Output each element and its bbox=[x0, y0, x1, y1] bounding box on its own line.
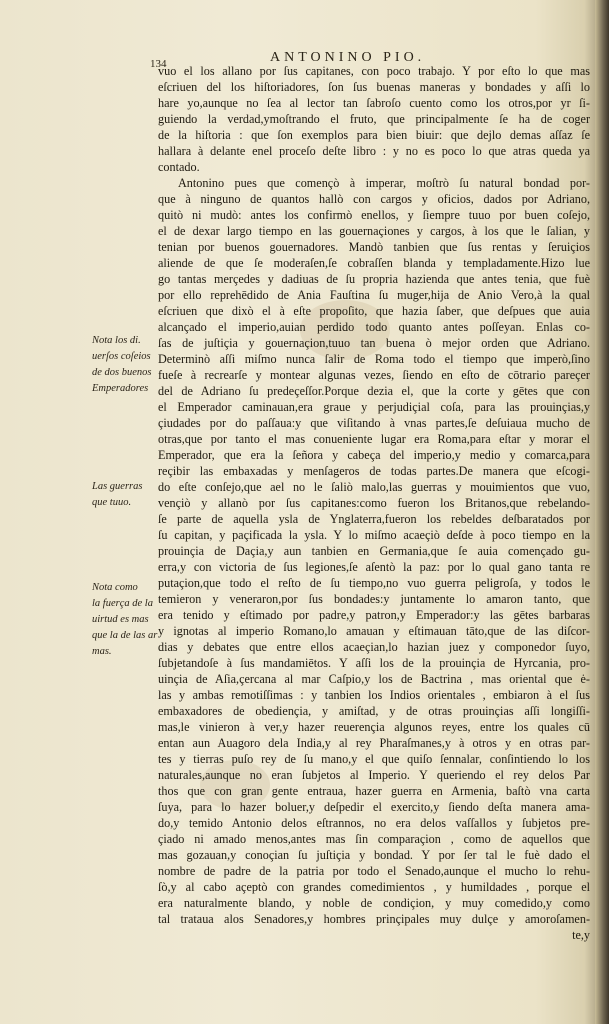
text-line: el de dexar largo tiempo en las gouernaçiones y cargos, à los que le ſalian, y bbox=[158, 224, 590, 238]
text-line: prouinçia de Daçia,y aun tanbien en Germania,que ſe auia començado gu- bbox=[158, 544, 590, 558]
text-line: ſuya, para lo hazer boluer,y deſpedir el exercito,y ſiendo deſta manera ama- bbox=[158, 800, 590, 814]
page-gutter-edge bbox=[595, 0, 609, 1024]
text-line: eſcriuen del los hiſtoriadores, ſon ſus buenas maneras y bondades y aſſi lo bbox=[158, 80, 590, 94]
text-line: las y ambas remotiſſimas : y tanbien los Indios orientales , embiaron à el ſus bbox=[158, 688, 590, 702]
margin-note-line: Las guerras bbox=[92, 481, 143, 492]
text-line: tenian por buenos gouernadores. Mandò tanbien que ſus rentas y ſeruiçios bbox=[158, 240, 590, 254]
text-line: embaxadores de obediençia, y amiſtad, y de otras prouinçias aſſi longiſſi- bbox=[158, 704, 590, 718]
text-line: putaçion,que todo el reſto de ſu tiempo,no vuo guerra peligroſa, y todos le bbox=[158, 576, 590, 590]
text-line: ſubjetandoſe à ſus mandamiētos. Y aſſi los de la prouinçia de Hyrcania, pro- bbox=[158, 656, 590, 670]
text-line: de la hiſtoria : que ſon exemplos para bien biuir: que dejlo demas aſſaz ſe bbox=[158, 128, 590, 142]
margin-note-line: uerſos coſeios bbox=[92, 351, 151, 362]
text-line: fueſe à recrearſe y montear algunas vezes, ſiendo en eſto de cōtrario pareçer bbox=[158, 368, 590, 382]
margin-note-diversos-consejos bbox=[92, 333, 172, 397]
main-text-block bbox=[158, 63, 590, 943]
text-line: era tenido y eſtimado por padre,y patron,y Emperador:y las gētes barbaras bbox=[158, 608, 590, 622]
text-line: hallara à delante enel proceſo deſte libro : y no es poco lo que atras queda ya bbox=[158, 144, 590, 158]
text-line: nombre de padre de la patria por todo el Senado,aunque el mucho lo rehu- bbox=[158, 864, 590, 878]
text-line: aliende de que ſe moderaſen,ſe cobraſſen blanda y templadamente.Hizo lue bbox=[158, 256, 590, 270]
text-line: do,y temido Antonio delos eſtrannos, no era delos vaſſallos y ſubjetos pre- bbox=[158, 816, 590, 830]
margin-note-line: que tuuo. bbox=[92, 497, 132, 508]
text-line: Emperador, que era la ſeñora y cabeça del imperio,y medio y comarca,para bbox=[158, 448, 590, 462]
text-line: reçibir las embaxadas y menſageros de todas partes.De manera que eſcogi- bbox=[158, 464, 590, 478]
text-line: naturales,aunque no eran ſubjetos al Imperio. Y queriendo el rey delos Par bbox=[158, 768, 590, 782]
text-line: guiendo la verdad,ymoſtrando el fruto, que principalmente ſe ha de coger bbox=[158, 112, 590, 126]
running-head: ANTONINO PIO. bbox=[270, 50, 426, 65]
text-line: otras,que por tanto el mas conueniente lugar era Roma,para eſtar y morar el bbox=[158, 432, 590, 446]
text-line: del de Adriano ſu predeçeſſor.Porque dezia el, que la corte y gētes que con bbox=[158, 384, 590, 398]
text-line: tal trataua alos Senadores,y hombres prinçipales muy dulçe y amoroſamen- bbox=[158, 912, 590, 926]
margin-note-line: que la de las ar bbox=[92, 630, 158, 641]
text-line: el Emperador caminauan,era graue y perjudiçial coſa, para las prouinçias,y bbox=[158, 400, 590, 414]
text-line: Determinò aſſi miſmo nunca ſalir de Roma todo el tiempo que imperò,ſino bbox=[158, 352, 590, 366]
text-line: vençiò y allanò por ſus capitanes:como fueron los Britanos,que rebelando- bbox=[158, 496, 590, 510]
text-line: mas,le vinieron à ver,y hazer reuerençia algunos reyes, entre los quales cū bbox=[158, 720, 590, 734]
text-line: temieron y veneraron,por ſus bondades:y juntamente lo amaron tanto, que bbox=[158, 592, 590, 606]
text-line: hare yo,aunque no ſea al lector tan ſabroſo cuento como los otros,por yr ſi- bbox=[158, 96, 590, 110]
text-line: te,y bbox=[572, 928, 590, 942]
margin-note-line: de dos buenos bbox=[92, 367, 152, 378]
margin-note-line: uirtud es mas bbox=[92, 614, 149, 625]
text-line: mas gozauan,y conoçian ſu juſtiçia y bondad. Y por ſer tal le fuè dado el bbox=[158, 848, 590, 862]
text-line: Antonino pues que començò à imperar, moſtrò ſu natural bondad por- bbox=[178, 176, 590, 190]
text-line: quitò ni mudò: antes los confirmò enellos, y ſiempre tuuo por buen coſejo, bbox=[158, 208, 590, 222]
text-line: dias y debates que entre ellos acaeçian,lo hazian juez y componedor ſuyo, bbox=[158, 640, 590, 654]
text-line: tes y tierras puſo rey de ſu mano,y el que quiſo ſennalar, conſintiendo lo los bbox=[158, 752, 590, 766]
margin-note-line: mas. bbox=[92, 646, 112, 657]
page-number: 134 bbox=[150, 58, 167, 70]
text-line: ſas de juſtiçia y gouernaçion,tuuo tan buena ò mejor orden que Adriano. bbox=[158, 336, 590, 350]
margin-note-line: Nota los di. bbox=[92, 335, 141, 346]
text-line: eſcriuen que dixò el à eſte propoſito, que hazia ſaber, que deſpues que auia bbox=[158, 304, 590, 318]
text-line: do eſte conſejo,que ael no le ſaliò malo,las guerras y mouimientos que vuo, bbox=[158, 480, 590, 494]
text-line: çiudades por do paſſaua:y que viſitando à vnas partes,ſe deſuiaua mucho de bbox=[158, 416, 590, 430]
text-line: entan aun Auagoro dela India,y al rey Pharaſmanes,y à otros y en otras par- bbox=[158, 736, 590, 750]
text-line: go tantas merçedes y dadiuas de ſu propria hazienda que antes tenia, que fuè bbox=[158, 272, 590, 286]
text-line: era naturalmente blando, y noble de condiçion, y muy comedido,y como bbox=[158, 896, 590, 910]
text-line: contado. bbox=[158, 160, 200, 174]
text-line: ſu capitan, y paçificada la ysla. Y lo miſmo acaeçiò deſde à poco tiempo en la bbox=[158, 528, 590, 542]
text-line: que à ninguno de quantos hallò con cargos y oficios, dados por Adriano, bbox=[158, 192, 590, 206]
text-line: vuo el los allano por ſus capitanes, con poco trabajo. Y por eſto lo que mas bbox=[158, 64, 590, 78]
margin-note-line: Nota como bbox=[92, 582, 138, 593]
text-line: ſe parte de aquella ysla de Ynglaterra,fueron los rebeldes deſbaratados por bbox=[158, 512, 590, 526]
text-line: thos que con gran gente entraua, hazer guerra en Armenia, baſtò vna carta bbox=[158, 784, 590, 798]
margin-note-guerras bbox=[92, 479, 172, 511]
text-line: çiado ni amado menos,antes mas ſin comparaçion , como de aquellos que bbox=[158, 832, 590, 846]
text-line: ſò,y al cabo açeptò con grandes comedimientos , y humildades , porque el bbox=[158, 880, 590, 894]
text-line: uinçia de Aſia,çercana al mar Caſpio,y los de Bactrina , mas oriental que ė- bbox=[158, 672, 590, 686]
margin-note-line: la fuerça de la bbox=[92, 598, 153, 609]
margin-note-fuerza-virtud bbox=[92, 580, 172, 660]
text-line: erra,y con victoria de ſus legiones,ſe aſentò la paz: por lo qual gano tanta re bbox=[158, 560, 590, 574]
text-line: y ignotas al imperio Romano,lo amauan y eſtimauan tāto,que de las diſcor- bbox=[158, 624, 590, 638]
text-line: por ello reprehēdido de Ania Fauſtina ſu muger,hija de Anio Vero,à la qual bbox=[158, 288, 590, 302]
margin-note-line: Emperadores bbox=[92, 383, 149, 394]
text-line: alcançado el imperio,auian perdido todo quanto antes poſſeyan. Enlas co- bbox=[158, 320, 590, 334]
